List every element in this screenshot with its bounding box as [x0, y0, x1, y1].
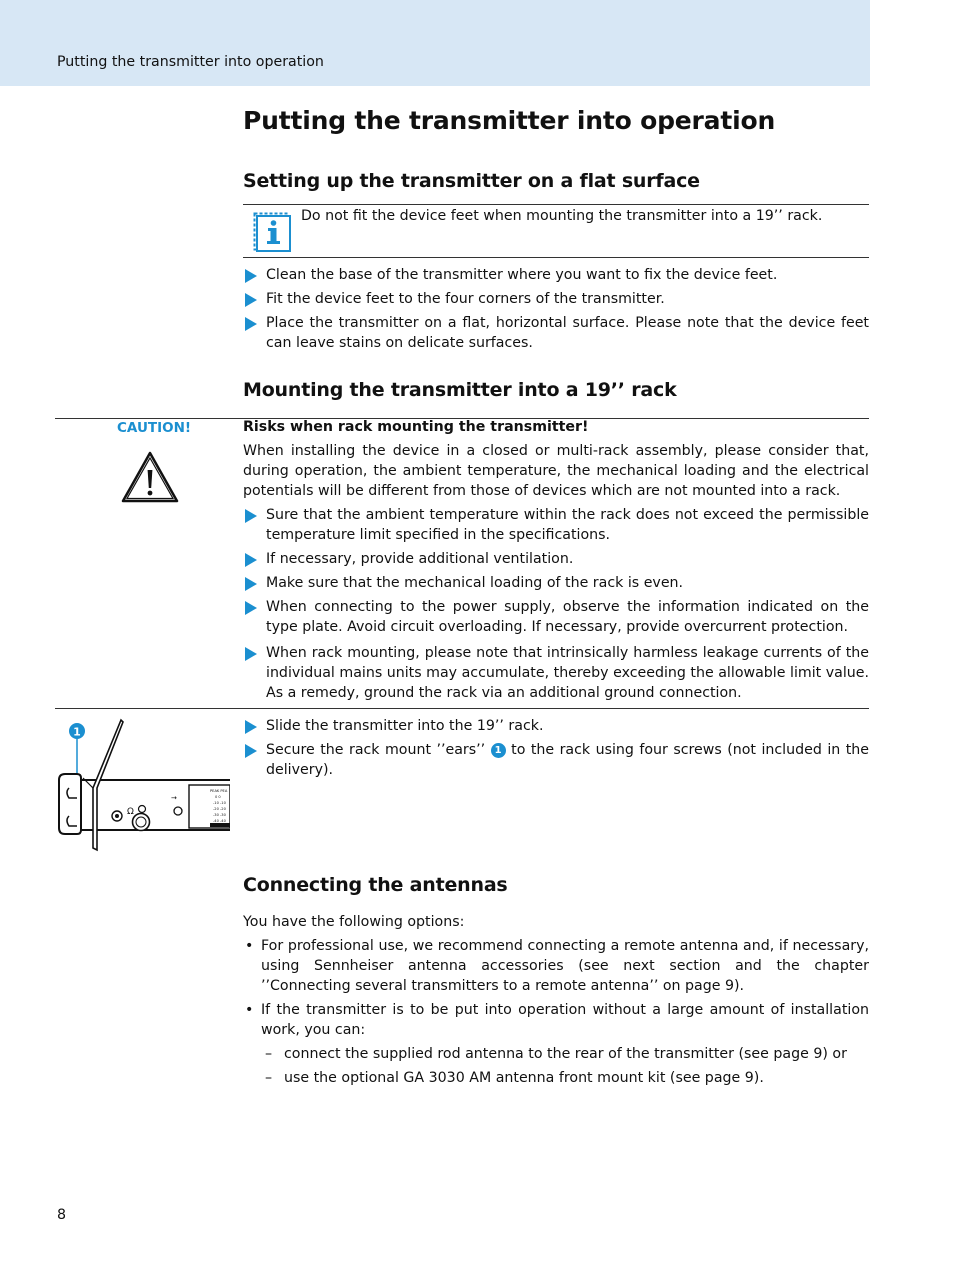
info-icon: [253, 212, 291, 252]
arrow-icon: [245, 553, 257, 567]
page-title: Putting the transmitter into operation: [243, 106, 776, 135]
arrow-icon: [245, 509, 257, 523]
section-heading-flat-surface: Setting up the transmitter on a flat surface: [243, 170, 700, 192]
svg-text:-10 -10: -10 -10: [213, 801, 226, 805]
arrow-icon: [245, 720, 257, 734]
step-item: If necessary, provide additional ventilation.: [243, 549, 869, 569]
illustration-badge: 1: [73, 725, 81, 739]
warning-triangle-icon: [121, 451, 179, 503]
step-item: When connecting to the power supply, observe the information indicated on the type plate. Avoid circuit overloading. If necessary, provide overcurrent protection.: [243, 597, 869, 637]
step-item: Place the transmitter on a flat, horizontal surface. Please note that the device feet can leave stains on delicate surfaces.: [243, 313, 869, 353]
antennas-intro: You have the following options:: [243, 914, 465, 930]
svg-text:-20 -20: -20 -20: [213, 807, 226, 811]
caution-label: CAUTION!: [117, 420, 192, 436]
section-heading-antennas: Connecting the antennas: [243, 874, 508, 896]
svg-text:-30 -30: -30 -30: [213, 813, 226, 817]
info-note: Do not fit the device feet when mounting the transmitter into a 19’’ rack.: [301, 208, 823, 224]
list-item: • For professional use, we recommend connecting a remote antenna and, if necessary, using Sennheiser antenna accessories (see next section and the chapter ’’Connecting several transmitters to a remote antenna’’ on page 9).: [245, 938, 869, 994]
arrow-icon: [245, 293, 257, 307]
divider: [243, 204, 869, 205]
divider: [243, 257, 869, 258]
step-item: Fit the device feet to the four corners of the transmitter.: [243, 289, 869, 309]
caution-title: Risks when rack mounting the transmitter!: [243, 419, 589, 435]
step-item: Slide the transmitter into the 19’’ rack.: [243, 716, 869, 736]
step-item: Secure the rack mount ’’ears’’ 1 to the rack using four screws (not included in the delivery).: [243, 740, 869, 780]
bullet-dot: •: [245, 1002, 254, 1018]
bullet-dot: •: [245, 938, 254, 954]
svg-text:→: →: [171, 794, 177, 802]
step-item: Clean the base of the transmitter where you want to fix the device feet.: [243, 265, 869, 285]
arrow-icon: [245, 647, 257, 661]
callout-badge: 1: [491, 743, 506, 758]
svg-text:PEAK PEA: PEAK PEA: [210, 789, 228, 793]
step-item: Sure that the ambient temperature within the rack does not exceed the permissible temperature limit specified in the specifications.: [243, 505, 869, 545]
arrow-icon: [245, 317, 257, 331]
arrow-icon: [245, 577, 257, 591]
arrow-icon: [245, 601, 257, 615]
svg-text:-40 -40: -40 -40: [213, 819, 226, 823]
header-band: [0, 0, 870, 86]
list-item: • If the transmitter is to be put into operation without a large amount of installation work, you can:: [245, 1002, 869, 1038]
svg-text:Ω: Ω: [127, 807, 134, 817]
step-item: Make sure that the mechanical loading of the rack is even.: [243, 573, 869, 593]
caution-text: When installing the device in a closed or multi-rack assembly, please consider that, during operation, the ambient temperature, the mechanical loading and the electrical potentials will be different from those of devices which are not mounted into a rack.: [243, 443, 869, 499]
rack-mount-illustration: [55, 718, 230, 856]
running-header: Putting the transmitter into operation: [57, 54, 324, 70]
divider: [55, 708, 869, 709]
step-item: When rack mounting, please note that intrinsically harmless leakage currents of the individual mains units may accumulate, thereby exceeding the allowable limit value. As a remedy, ground the rack via an additional ground connection.: [243, 643, 869, 703]
arrow-icon: [245, 269, 257, 283]
page-number: 8: [57, 1207, 67, 1223]
section-heading-rack: Mounting the transmitter into a 19’’ rack: [243, 379, 677, 401]
sub-list-item: – use the optional GA 3030 AM antenna front mount kit (see page 9).: [265, 1070, 764, 1086]
svg-text:0 0: 0 0: [215, 795, 221, 799]
arrow-icon: [245, 744, 257, 758]
sub-list-item: – connect the supplied rod antenna to the rear of the transmitter (see page 9) or: [265, 1046, 847, 1062]
